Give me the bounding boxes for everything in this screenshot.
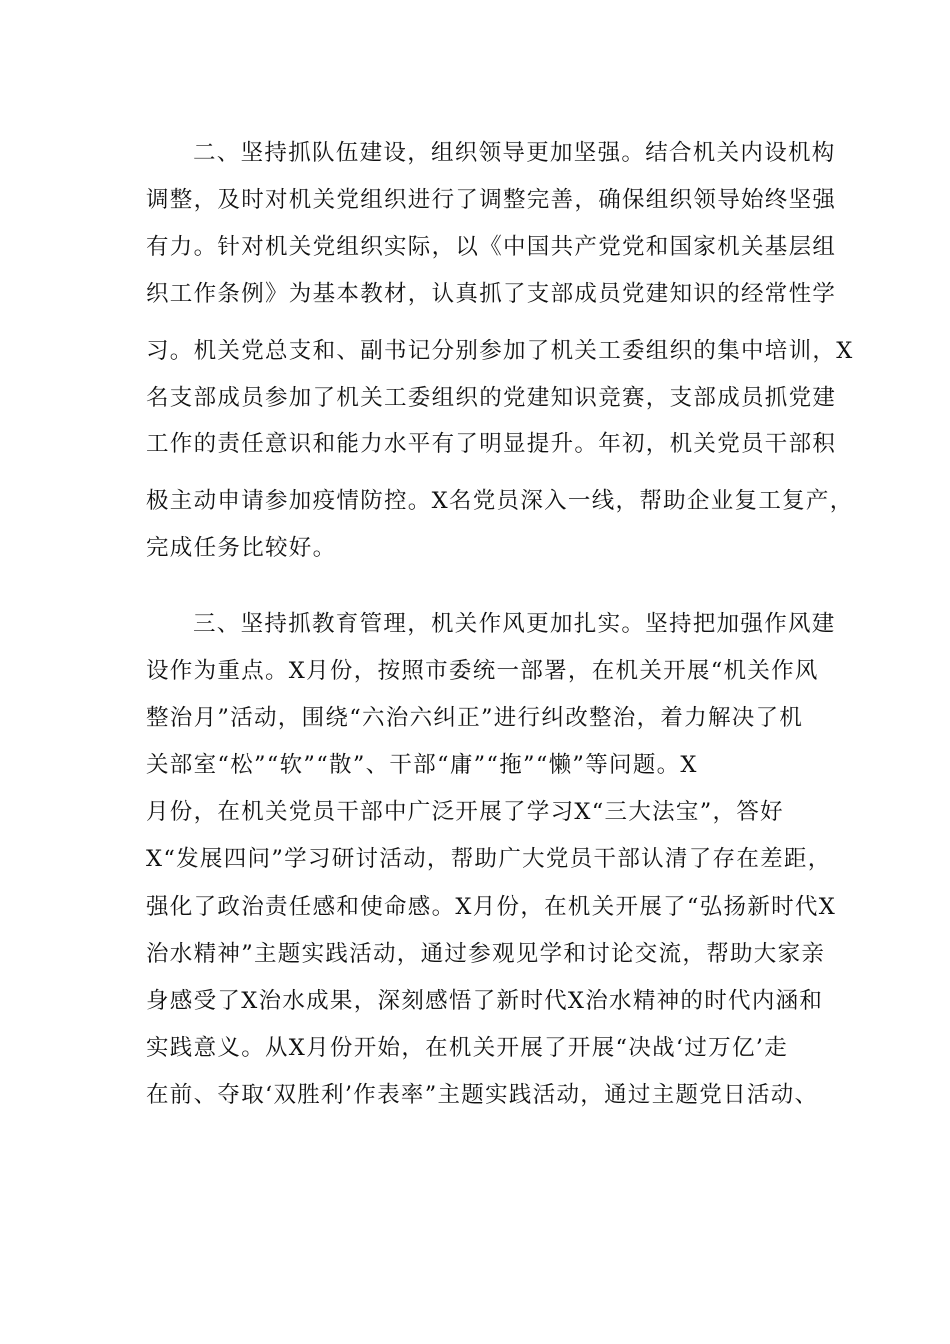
paragraph-line: 治水精神”主题实践活动，通过参观见学和讨论交流，帮助大家亲 [146, 941, 826, 967]
paragraph-line: 习。机关党总支和、副书记分别参加了机关工委组织的集中培训，X [146, 338, 854, 364]
paragraph-line: 设作为重点。X月份，按照市委统一部署，在机关开展“机关作风 [146, 658, 819, 684]
paragraph-line: 调整，及时对机关党组织进行了调整完善，确保组织领导始终坚强 [146, 187, 837, 213]
paragraph-line: 极主动申请参加疫情防控。X名党员深入一线，帮助企业复工复产， [146, 488, 854, 514]
paragraph-line: 实践意义。从X月份开始，在机关开展了开展“决战‘过万亿’走 [146, 1035, 789, 1061]
paragraph-line: 关部室“松”“软”“散”、干部“庸”“拖”“懒”等问题。X [146, 752, 698, 778]
paragraph-line: 身感受了X治水成果，深刻感悟了新时代X治水精神的时代内涵和 [146, 988, 824, 1014]
paragraph-line: 有力。针对机关党组织实际，以《中国共产党党和国家机关基层组 [146, 234, 837, 260]
paragraph-line: 强化了政治责任感和使命感。X月份，在机关开展了“弘扬新时代X [146, 894, 837, 920]
paragraph-line: X“发展四问”学习研讨活动，帮助广大党员干部认清了存在差距， [146, 846, 832, 872]
paragraph-line: 工作的责任意识和能力水平有了明显提升。年初，机关党员干部积 [146, 431, 837, 457]
paragraph-line: 整治月”活动，围绕“六治六纠正”进行纠改整治，着力解决了机 [146, 705, 804, 731]
paragraph-line: 在前、夺取‘双胜利’作表率”主题实践活动，通过主题党日活动、 [146, 1082, 819, 1108]
paragraph-line: 完成任务比较好。 [146, 535, 337, 561]
paragraph-line: 织工作条例》为基本教材，认真抓了支部成员党建知识的经常性学 [146, 281, 837, 307]
paragraph-line: 月份，在机关党员干部中广泛开展了学习X“三大法宝”，答好 [146, 799, 784, 825]
paragraph-line: 三、坚持抓教育管理，机关作风更加扎实。坚持把加强作风建 [193, 611, 836, 637]
paragraph-line: 名支部成员参加了机关工委组织的党建知识竞赛，支部成员抓党建 [146, 385, 837, 411]
paragraph-line: 二、坚持抓队伍建设，组织领导更加坚强。结合机关内设机构 [193, 140, 836, 166]
